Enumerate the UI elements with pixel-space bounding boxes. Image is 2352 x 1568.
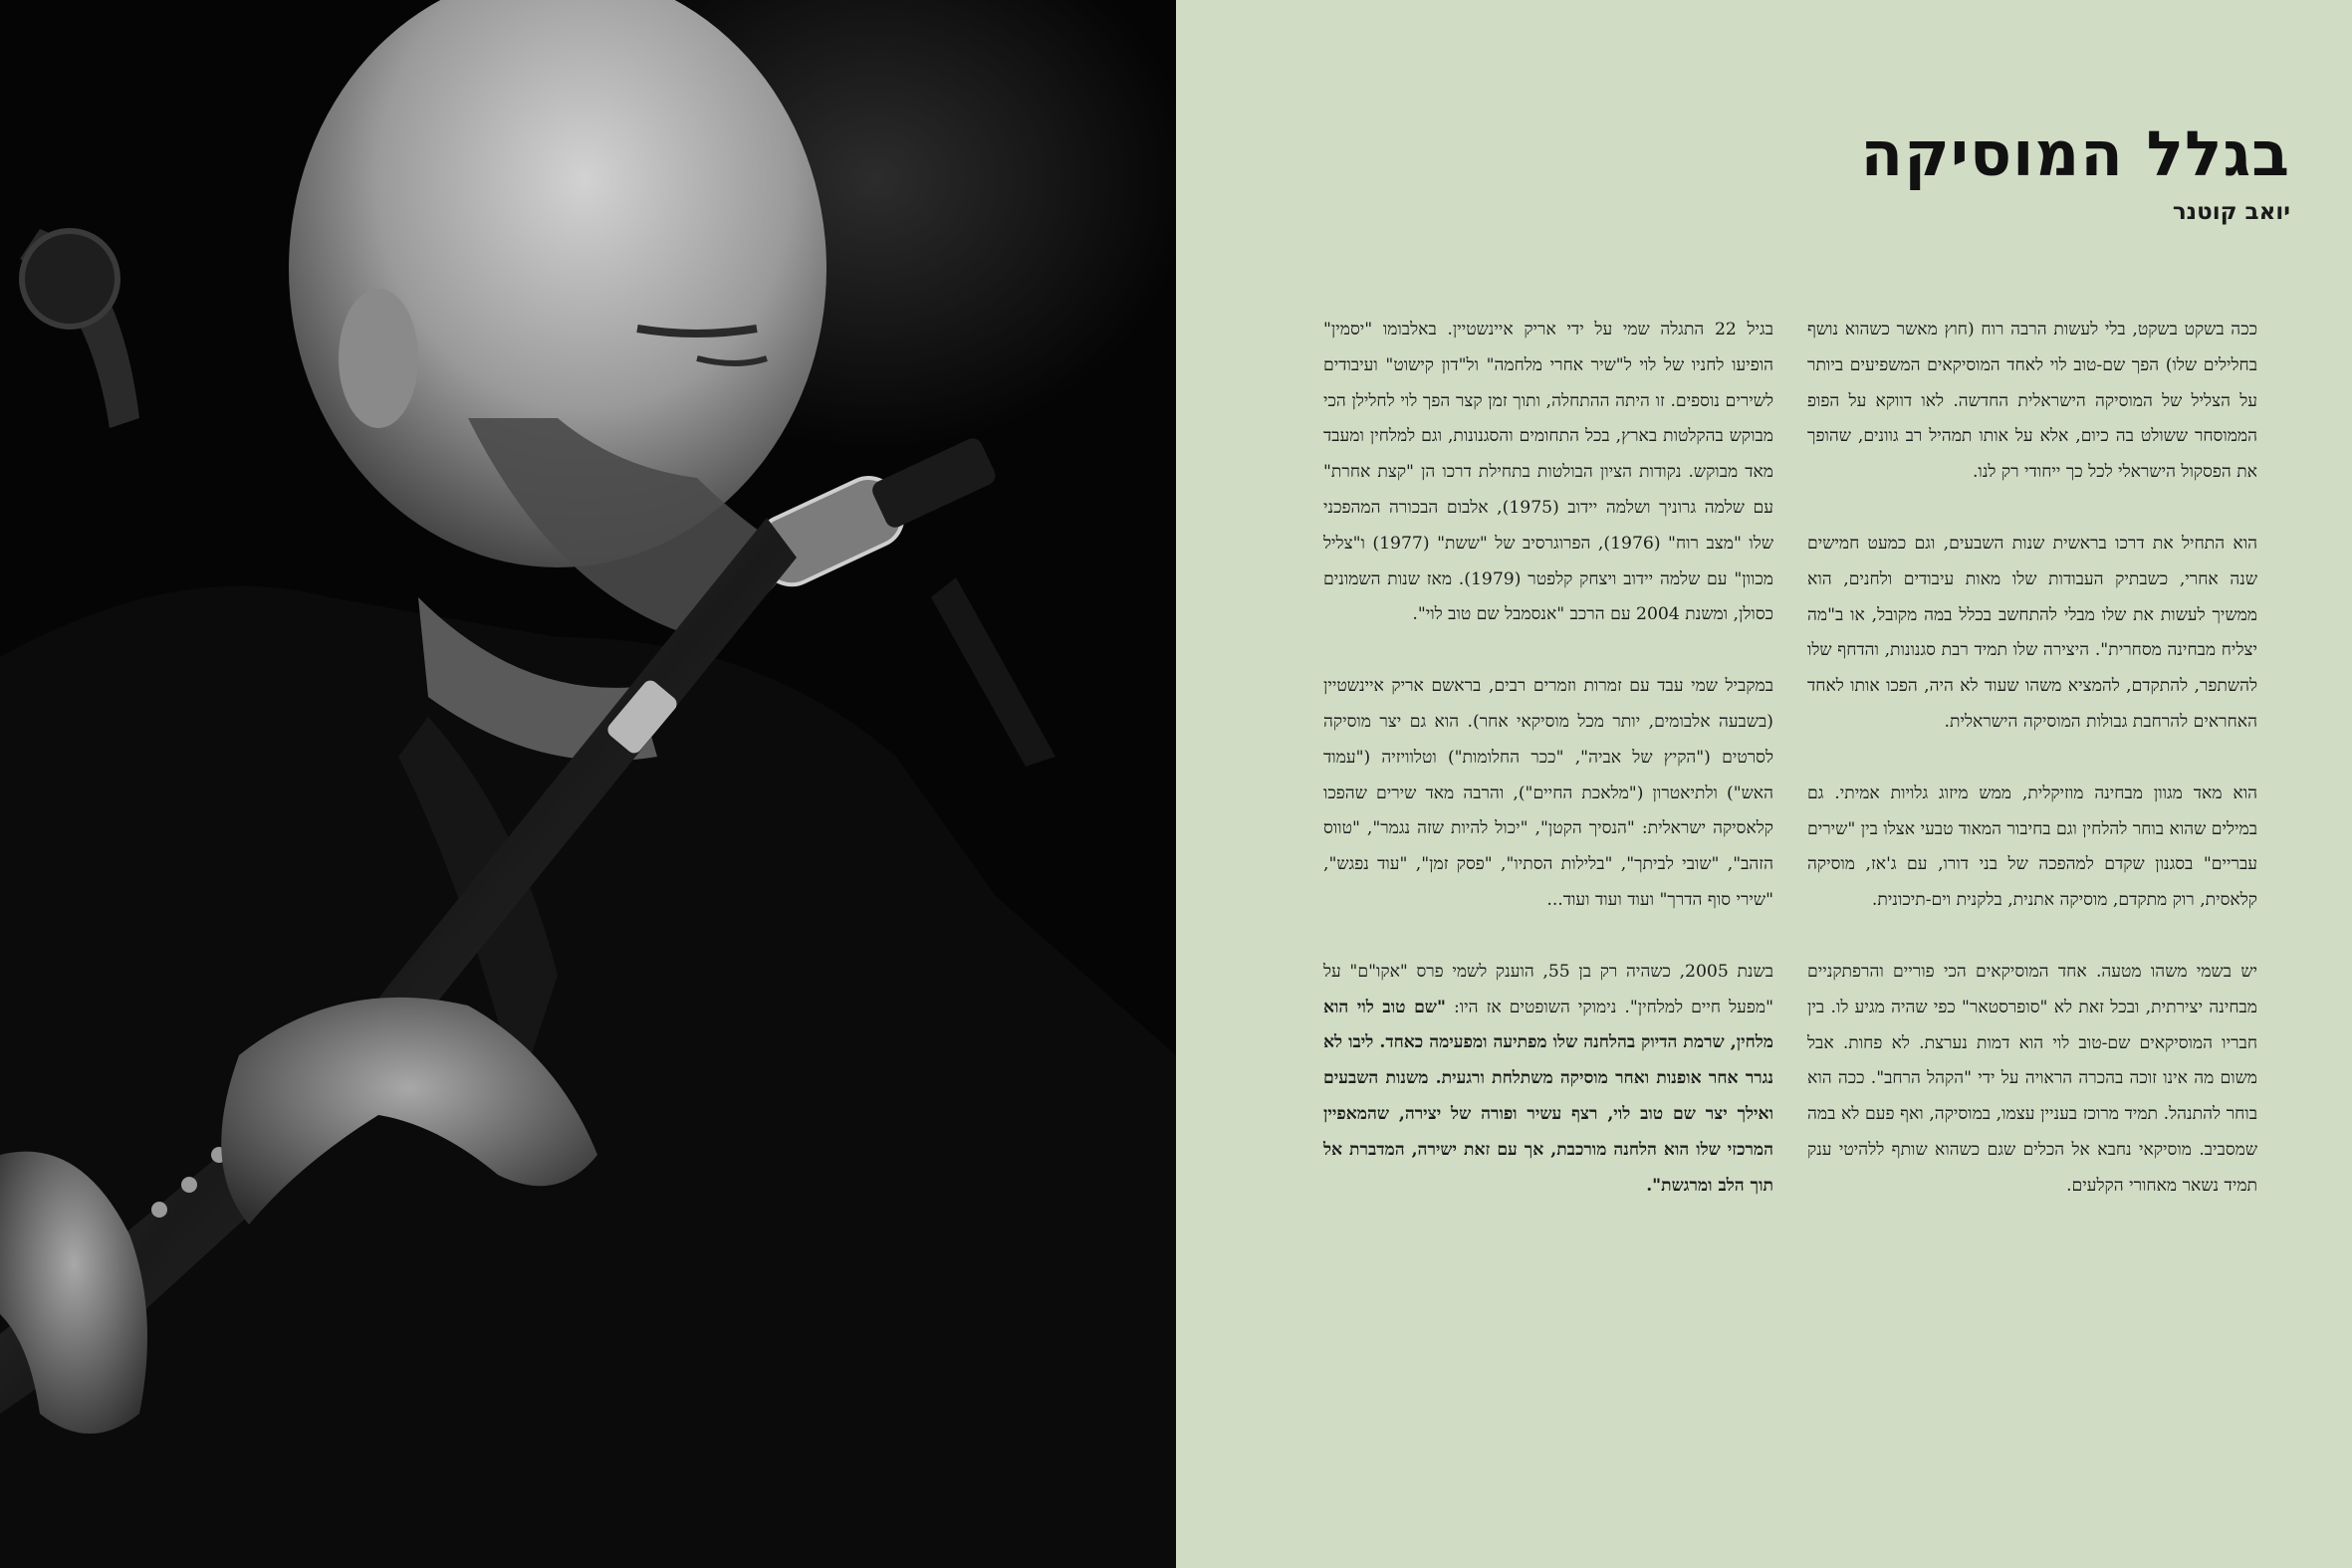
- judges-quote: "שם טוב לוי הוא מלחין, שרמת הדיוק בהלחנה שלו מפתיעה ומפעימה כאחד. ליבו לא נגרר אחר אופנות ואחר מוסיקה משתלחת ורגעית. משנות השבעים ואילך יצר שם טוב לוי, רצף עשיר ופורה של יצירה, שהמאפיין המרכזי שלו הוא הלחנה מורכבת, אך עם זאת ישירה, המדברת אל תוך הלב ומרגשת".: [1323, 997, 1773, 1196]
- article-page: [1176, 0, 2352, 1568]
- article-author: יואב קוטנר: [2172, 199, 2290, 225]
- article-column-left: [1323, 313, 1773, 1239]
- paragraph: הוא מאד מגוון מבחינה מוזיקלית, ממש מיזוג גלויות אמיתי. גם במילים שהוא בוחר להלחין וגם בחיבור המאוד טבעי אצלו בין "שירים עבריים" בסגנון שקדם למהפכה של בני דורו, עם ג'אז, מוסיקה קלאסית, רוק מתקדם, מוסיקה אתנית, בלקנית וים-תיכונית.: [1807, 783, 2257, 911]
- paragraph: ככה בשקט בשקט, בלי לעשות הרבה רוח (חוץ מאשר כשהוא נושף בחלילים שלו) הפך שם-טוב לוי לאחד המוסיקאים המשפיעים ביותר על הצליל של המוסיקה הישראלית החדשה. לאו דווקא על הפופ הממוסחר ששולט בה כיום, אלא על אותו תמהיל רב גוונים, שהופך את הפסקול הישראלי לכל כך ייחודי רק לנו.: [1807, 320, 2257, 483]
- article-column-right: [1807, 313, 2257, 1240]
- paragraph: במקביל שמי עבד עם זמרות וזמרים רבים, בראשם אריק איינשטיין (בשבעה אלבומים, יותר מכל מוסיקאי אחר). הוא גם יצר מוסיקה לסרטים ("הקיץ של אביה", "ככר החלומות") וטלוויזיה ("עמוד האש") ולתיאטרון ("מלאכת החיים"), והרבה מאד שירים שהפכו קלאסיקה ישראלית: "הנסיך הקטן", "יכול להיות שזה נגמר", "טווס הזהב", "שובי לביתך", "בלילות הסתיו", "פסק זמן", "עוד נפגש", "שירי סוף הדרך" ועוד ועוד ועוד...: [1323, 676, 1773, 910]
- quote-intro: בשנת 2005, כשהיה רק בן 55, הוענק לשמי פרס "אקו"ם" על "מפעל חיים למלחין". נימוקי השופטים אז היו:: [1323, 961, 1773, 1017]
- paragraph: הוא התחיל את דרכו בראשית שנות השבעים, וגם כמעט חמישים שנה אחרי, כשבתיק העבודות שלו מאות עיבודים ולחנים, הוא ממשיך לעשות את שלו מבלי להתחשב בכלל במה מקובל, או ב"מה יצליח מבחינה מסחרית". היצירה שלו תמיד רבת סגנונות, והדחף שלו להשתפר, להתקדם, להמציא משהו שעוד לא היה, הפכו אותו לאחד האחראים להרחבת גבולות המוסיקה הישראלית.: [1807, 533, 2257, 732]
- paragraph: יש בשמי משהו מטעה. אחד המוסיקאים הכי פוריים והרפתקניים מבחינה יצירתית, ובכל זאת לא "סופרסטאר" כפי שהיה מגיע לו. בין חבריו המוסיקאים שם-טוב לוי הוא דמות נערצת. לא פחות. אבל משום מה אינו זוכה בהכרה הראויה על ידי "הקהל הרחב". ככה הוא בוחר להתנהל. תמיד מרוכז בעניין עצמו, במוסיקה, ואף פעם לא במה שמסביב. מוסיקאי נחבא אל הכלים שגם כשהוא שותף ללהיטי ענק תמיד נשאר מאחורי הקלעים.: [1807, 961, 2257, 1196]
- paragraph-with-quote: [1323, 955, 1773, 1205]
- mic-stand: [931, 577, 1056, 767]
- article-title: בגלל המוסיקה: [1860, 117, 2290, 190]
- paragraph: בגיל 22 התגלה שמי על ידי אריק איינשטיין. באלבומו "יסמין" הופיעו לחניו של לוי ל"שיר אחרי מלחמה" ול"דון קישוט" ועיבודים לשירים נוספים. זו היתה ההתחלה, ותוך זמן קצר הפך לוי לחלילן הכי מבוקש בהקלטות בארץ, בכל התחומים והסגנונות, וגם למלחין ומעבד מאד מבוקש. נקודות הציון הבולטות בתחילת דרכו הן "קצת אחרת" עם שלמה גרוניך ושלמה יידוב (1975), אלבום הבכורה המהפכני שלו "מצב רוח" (1976), הפרוגרסיב של "ששת" (1977) ו"צליל מכוון" עם שלמה יידוב ויצחק קלפטר (1979). מאז שנות השמונים כסולן, ומשנת 2004 עם הרכב "אנסמבל שם טוב לוי".: [1323, 320, 1773, 625]
